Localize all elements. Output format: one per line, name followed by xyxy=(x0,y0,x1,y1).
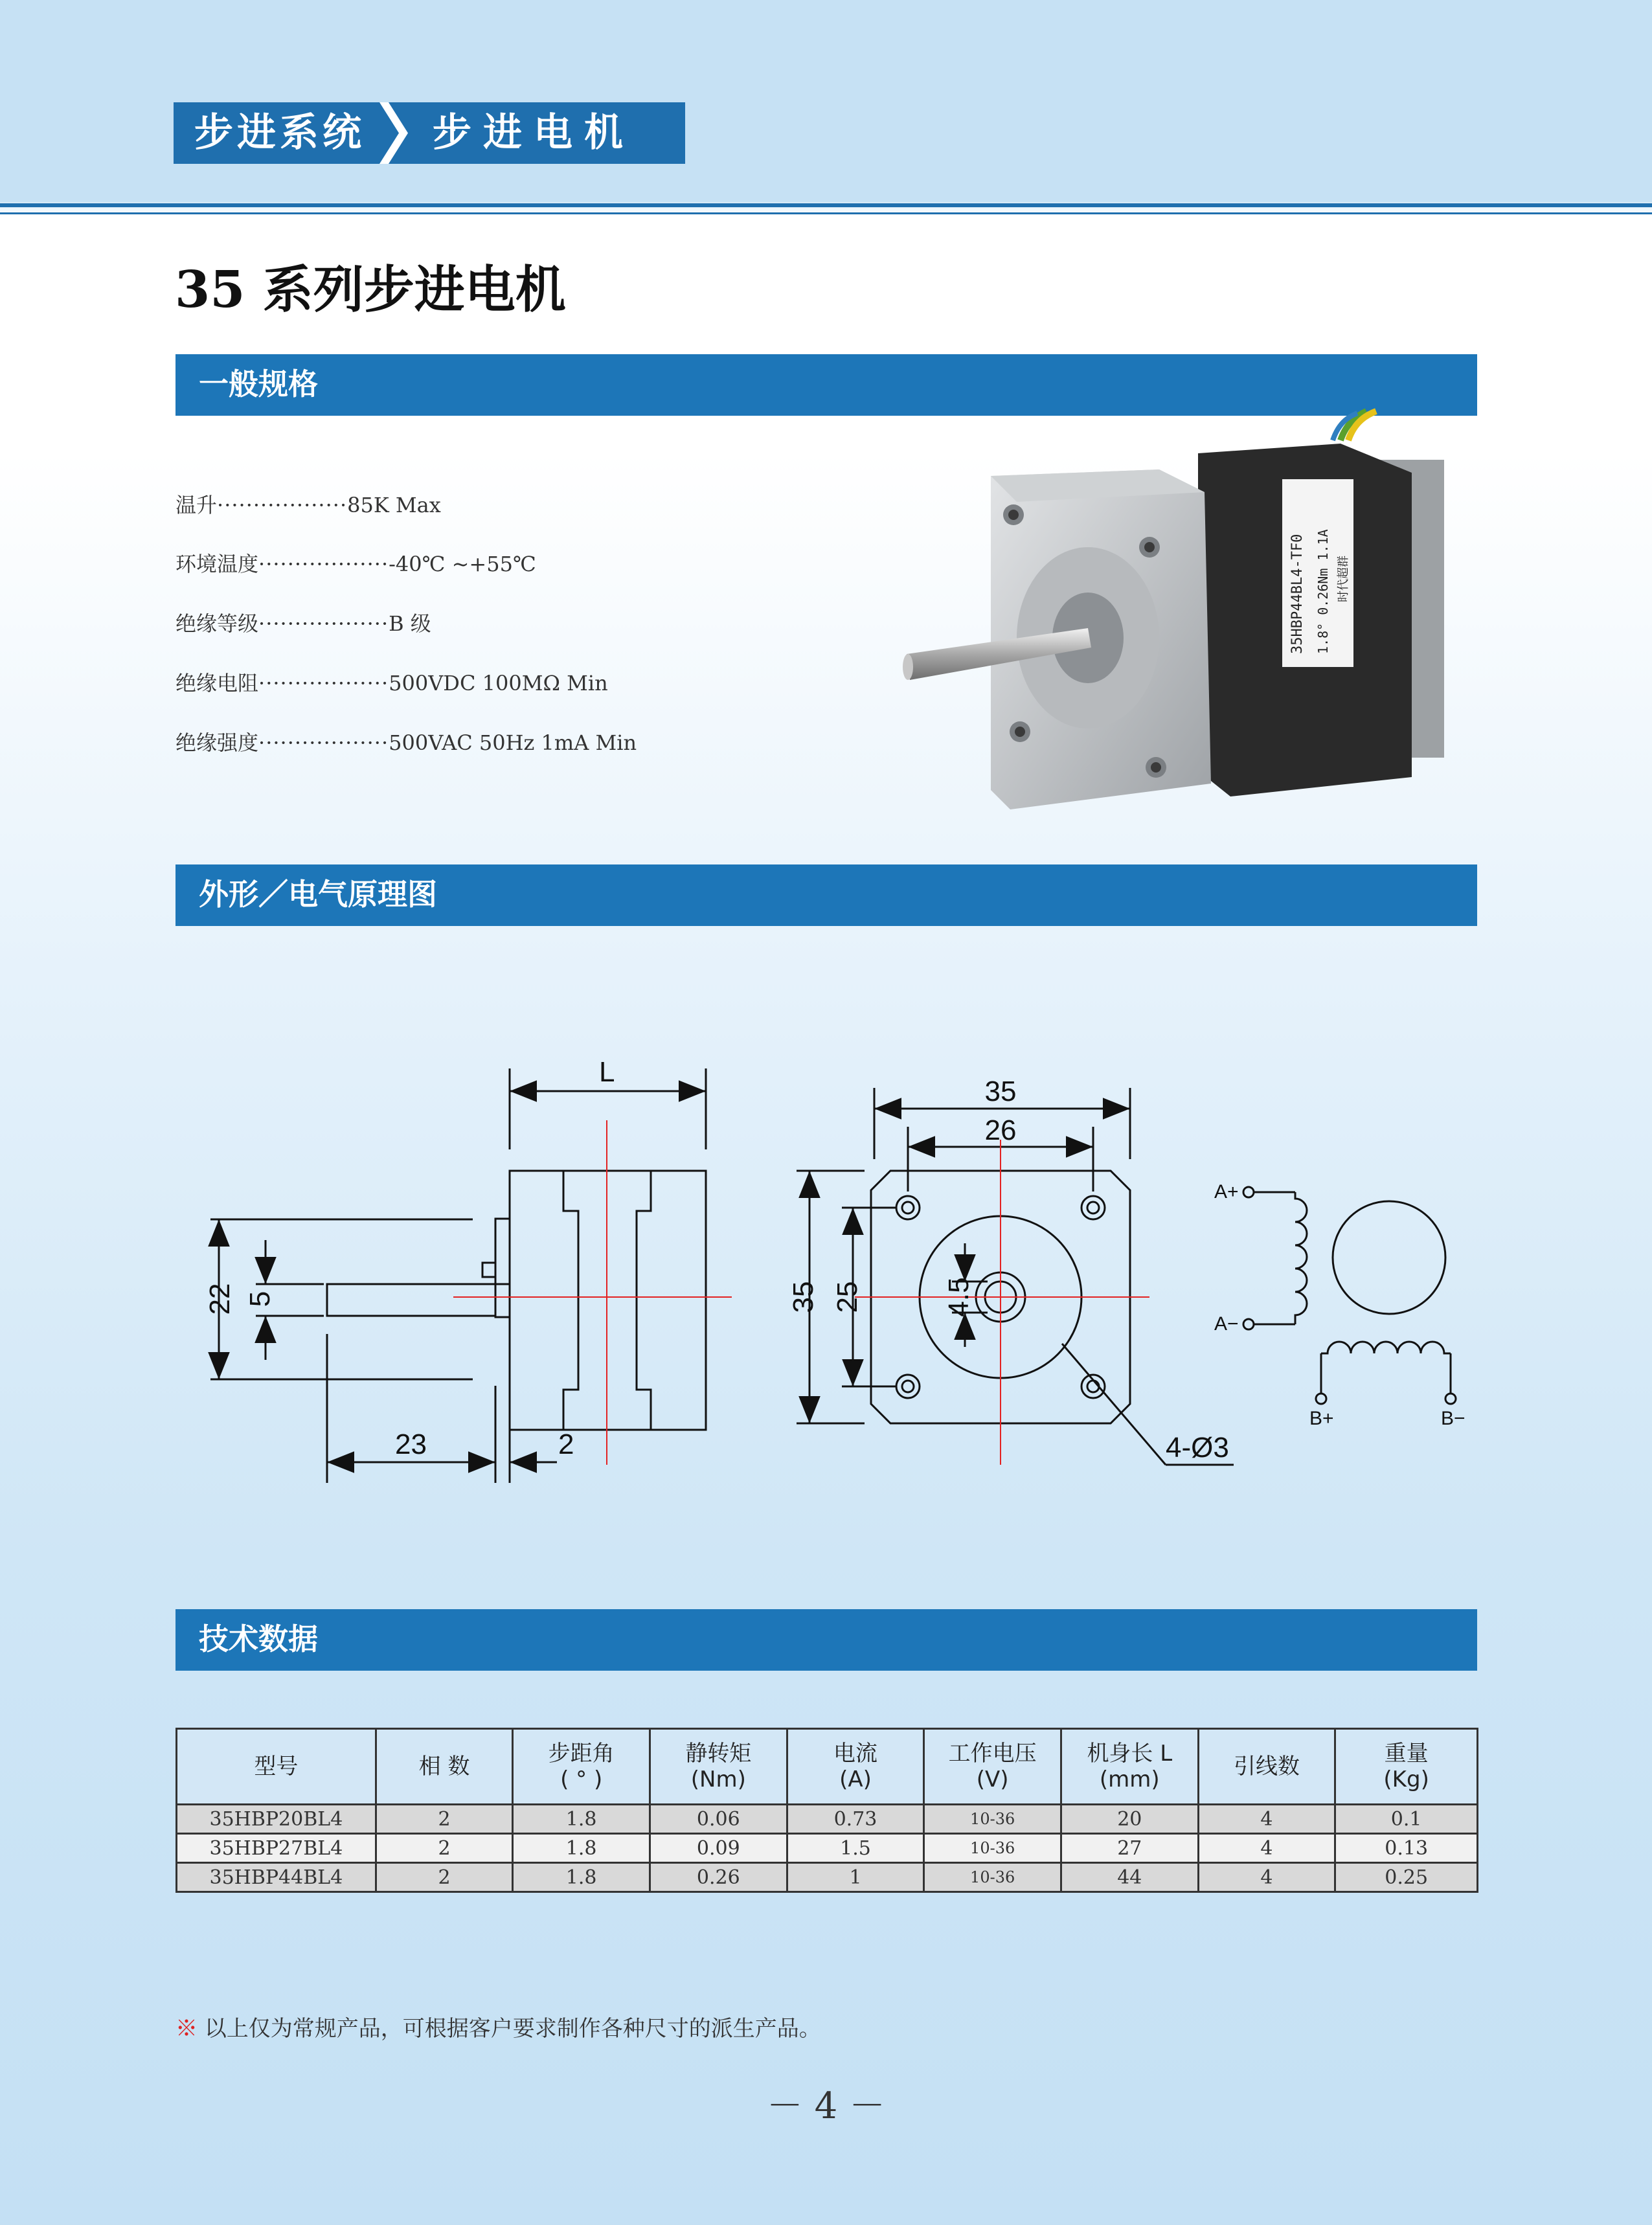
table-header: 工作电压 (V) xyxy=(924,1729,1061,1805)
table-row xyxy=(177,1863,1478,1892)
breadcrumb-item-system: 步进系统 xyxy=(194,110,365,155)
table-row xyxy=(177,1805,1478,1834)
table-row xyxy=(177,1834,1478,1863)
table-cell: 1.8 xyxy=(513,1863,650,1892)
table-header: 相 数 xyxy=(376,1729,513,1805)
spec-row: 环境温度··················-40℃ ~+55℃ xyxy=(175,552,536,576)
dimension-drawing xyxy=(0,1036,1652,1528)
dim-label-35-top: 35 xyxy=(984,1076,1017,1107)
section-drawing-title: 外形／电气原理图 xyxy=(199,877,437,912)
table-cell: 2 xyxy=(376,1863,513,1892)
table-cell: 35HBP27BL4 xyxy=(177,1834,376,1863)
table-cell: 10-36 xyxy=(924,1863,1061,1892)
motor-photo xyxy=(894,408,1464,822)
table-cell: 0.26 xyxy=(650,1863,787,1892)
chevron-right-icon xyxy=(379,102,418,164)
table-cell: 2 xyxy=(376,1834,513,1863)
dim-label-holes: 4-Ø3 xyxy=(1166,1432,1229,1463)
table-cell: 27 xyxy=(1061,1834,1198,1863)
section-general-bar xyxy=(175,354,1477,416)
photo-label-model: 35HBP44BL4-TF0 xyxy=(1289,534,1306,654)
dim-label-25: 25 xyxy=(832,1281,863,1313)
table-cell: 10-36 xyxy=(924,1805,1061,1834)
breadcrumb-item-motor: 步进电机 xyxy=(433,110,635,155)
table-cell: 35HBP20BL4 xyxy=(177,1805,376,1834)
tech-data-table xyxy=(175,1728,1478,1893)
table-cell: 0.09 xyxy=(650,1834,787,1863)
dim-label-26: 26 xyxy=(984,1114,1017,1146)
table-cell: 1.8 xyxy=(513,1805,650,1834)
table-cell: 35HBP44BL4 xyxy=(177,1863,376,1892)
table-cell: 4 xyxy=(1198,1805,1335,1834)
table-cell: 0.13 xyxy=(1335,1834,1478,1863)
wire-label-b-plus: B+ xyxy=(1309,1408,1334,1429)
wire-label-a-minus: A− xyxy=(1214,1313,1239,1335)
section-general-title: 一般规格 xyxy=(199,367,318,401)
table-header: 型号 xyxy=(177,1729,376,1805)
note-text: 以上仅为常规产品，可根据客户要求制作各种尺寸的派生产品。 xyxy=(204,2016,821,2042)
spec-row: 绝缘强度··················500VAC 50Hz 1mA Min xyxy=(175,730,637,755)
table-cell: 1 xyxy=(787,1863,924,1892)
footnote xyxy=(175,2011,821,2042)
table-header-row xyxy=(177,1729,1478,1805)
table-cell: 1.8 xyxy=(513,1834,650,1863)
table-cell: 0.25 xyxy=(1335,1863,1478,1892)
table-cell: 10-36 xyxy=(924,1834,1061,1863)
spec-row: 温升··················85K Max xyxy=(175,493,441,517)
page-number: － 4 － xyxy=(766,2085,886,2127)
dim-label-L: L xyxy=(599,1056,615,1088)
table-cell: 4 xyxy=(1198,1863,1335,1892)
section-drawing-bar xyxy=(175,864,1477,926)
section-tech-bar xyxy=(175,1609,1477,1671)
table-cell: 20 xyxy=(1061,1805,1198,1834)
table-cell: 0.06 xyxy=(650,1805,787,1834)
breadcrumb xyxy=(174,102,685,164)
table-cell: 44 xyxy=(1061,1863,1198,1892)
table-cell: 1.5 xyxy=(787,1834,924,1863)
dim-label-4-5: 4.5 xyxy=(943,1277,975,1317)
spec-row: 绝缘电阻··················500VDC 100MΩ Min xyxy=(175,671,608,695)
photo-label-brand: 时代超群 xyxy=(1337,556,1350,602)
dim-label-2: 2 xyxy=(558,1429,574,1460)
table-cell: 0.1 xyxy=(1335,1805,1478,1834)
table-header: 静转矩 (Nm) xyxy=(650,1729,787,1805)
header-rule-thin xyxy=(0,212,1652,214)
table-header: 机身长 L (mm) xyxy=(1061,1729,1198,1805)
page-title: 35 系列步进电机 xyxy=(175,260,566,319)
table-header: 步距角 ( ° ) xyxy=(513,1729,650,1805)
table-header: 电流 (A) xyxy=(787,1729,924,1805)
dim-label-5: 5 xyxy=(244,1291,276,1307)
table-header: 重量 (Kg) xyxy=(1335,1729,1478,1805)
section-tech-title: 技术数据 xyxy=(199,1621,318,1656)
table-cell: 0.73 xyxy=(787,1805,924,1834)
note-mark: ※ xyxy=(175,2016,198,2042)
table-cell: 4 xyxy=(1198,1834,1335,1863)
dim-label-23: 23 xyxy=(395,1429,427,1460)
wire-label-b-minus: B− xyxy=(1441,1408,1465,1429)
table-header: 引线数 xyxy=(1198,1729,1335,1805)
photo-label-rating: 1.8° 0.26Nm 1.1A xyxy=(1315,529,1331,654)
header-rule xyxy=(0,203,1652,207)
header-band xyxy=(0,0,1652,202)
dim-label-35-side: 35 xyxy=(787,1281,819,1313)
spec-row: 绝缘等级··················B 级 xyxy=(175,611,431,636)
dim-label-22: 22 xyxy=(204,1283,236,1315)
wire-label-a-plus: A+ xyxy=(1214,1181,1239,1203)
table-cell: 2 xyxy=(376,1805,513,1834)
